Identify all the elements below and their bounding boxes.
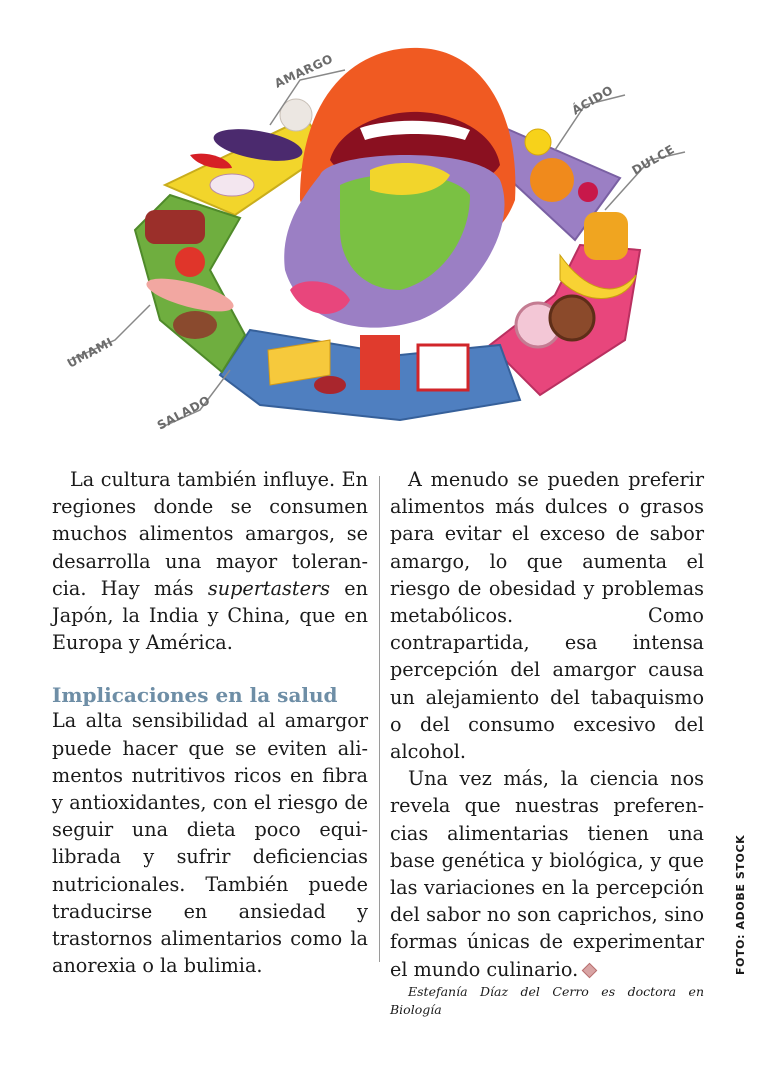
onion-icon: [210, 174, 254, 196]
column-divider: [379, 476, 380, 962]
honey-icon: [584, 212, 628, 260]
paragraph-health: La alta sensibilidad al amargor puede hacer que se eviten alimentos nutritivos ricos en fibra y antioxidantes, con el riesgo de seguir una dieta poco equilibrada y sufrir deficiencias nutricionales. También puede traducirse en ansiedad y trastornos alimentarios como la anorexia o la bulimia.: [52, 709, 368, 978]
sausage-icon: [314, 376, 346, 394]
article-column-right: [390, 466, 704, 1019]
article-column-left: [52, 466, 368, 979]
author-byline: Estefanía Díaz del Cerro es doctora en Biología: [390, 983, 704, 1017]
photo-credit: FOTO: ADOBE STOCK: [734, 834, 747, 975]
paragraph-conclusion: Una vez más, la ciencia nos revela que nuestras preferencias alimentarias tienen una base genética y biológica, y que las variaciones en la percepción del sabor no son caprichos, sino formas únicas de experimentar el mundo culinario.: [390, 767, 704, 981]
label-dulce: DULCE: [629, 142, 678, 178]
raspberry-icon: [578, 182, 598, 202]
paragraph-preferences: A menudo se pueden preferir alimentos más dulces o grasos para evitar el exceso de sabor amargo, lo que aumenta el riesgo de obesidad y problemas metabólicos. Como contrapartida, esa intensa percepción del amargor causa un alejamiento del tabaquismo o del consumo excesivo del alcohol.: [390, 468, 704, 764]
fries-icon: [360, 335, 400, 390]
lemon-icon: [525, 129, 551, 155]
mouth-group: [284, 48, 515, 328]
donut-icon-2: [550, 296, 594, 340]
taste-map-illustration: [0, 0, 780, 455]
term-supertasters: supertasters: [207, 576, 330, 600]
label-amargo: AMARGO: [272, 51, 336, 91]
label-salado: SALADO: [154, 393, 213, 433]
orange-icon: [530, 158, 574, 202]
chicken-leg-icon: [173, 311, 217, 339]
steak-icon: [145, 210, 205, 244]
tomato-icon: [175, 247, 205, 277]
popcorn-icon: [418, 345, 468, 390]
label-umami: UMAMI: [64, 334, 116, 371]
label-acido: ÁCIDO: [569, 82, 616, 118]
end-mark-icon: [582, 963, 598, 979]
paragraph-culture: La cultura también influye. En regiones donde se consumen muchos alimentos amargos, se desarrolla una mayor tolerancia. Hay más supertasters en Japón, la India y China, que en Europa y América.: [52, 468, 368, 655]
section-heading: Implicaciones en la salud: [52, 683, 338, 708]
